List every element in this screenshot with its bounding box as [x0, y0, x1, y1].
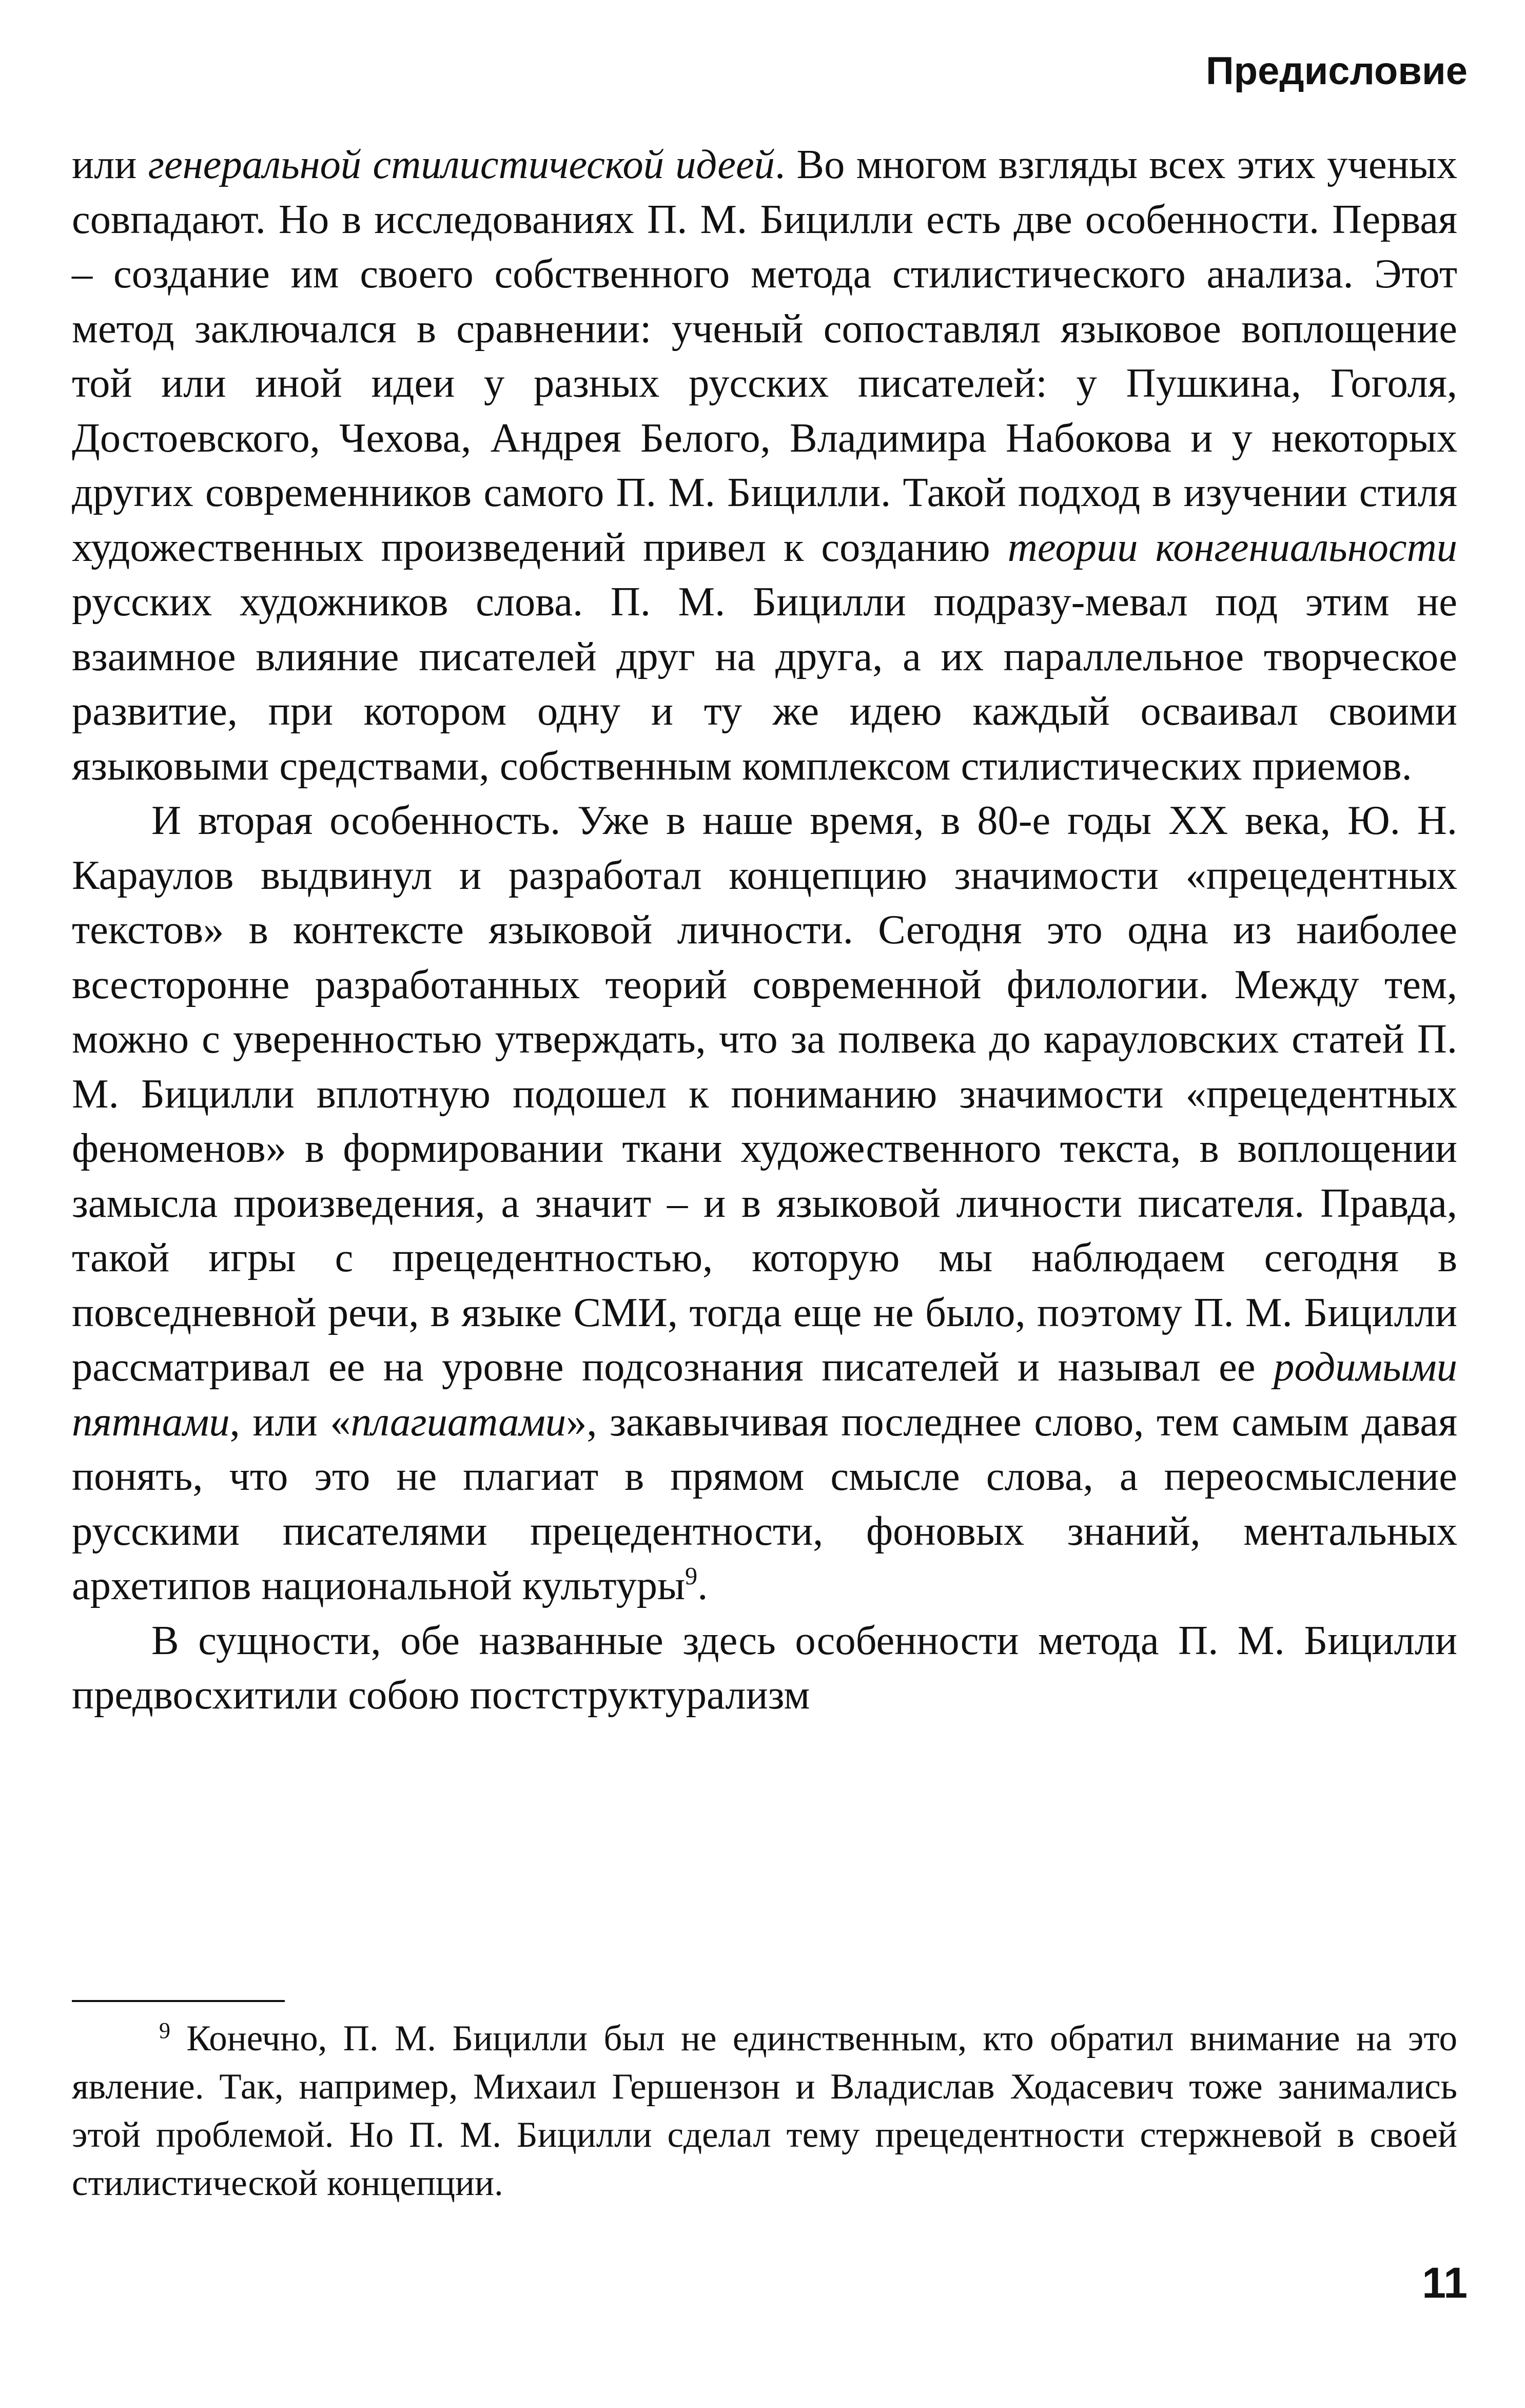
footnote-reference[interactable]: 9	[685, 1563, 698, 1590]
text-run: И вторая особенность. Уже в наше время, в 80-е годы XX века, Ю. Н. Караулов выдвинул и разработал концепцию значимости «прецедентных текстов» в контексте языковой личности. Сегодня это одна из наиболее всесторонне разработанных теорий современной филологии. Между тем, можно с уверенностью утверждать, что за полвека до карауловских статей П. М. Бицилли вплотную подошел к пониманию значимости «прецедентных феноменов» в формировании ткани художественного текста, в воплощении замысла произведения, а значит – и в языковой личности писателя. Правда, такой игры с прецедентностью, которую мы наблюдаем сегодня в повседневной речи, в языке СМИ, тогда еще не было, поэтому П. М. Бицилли рассматривал ее на уровне подсознания писателей и называл ее	[72, 798, 1457, 1390]
footnote-number: 9	[159, 2017, 171, 2043]
italic-term: плагиатами	[350, 1399, 566, 1445]
book-page	[72, 0, 1468, 2408]
text-run: или	[72, 142, 148, 187]
italic-term: генеральной стилистической идеей	[148, 142, 775, 187]
footnote-text: Конечно, П. М. Бицилли был не единственным, кто обратил внимание на это явление. Так, например, Михаил Гершензон и Владислав Ходасевич тоже занимались этой проблемой. Но П. М. Бицилли сделал тему прецедентности стержневой в своей стилистической концепции.	[72, 2018, 1457, 2203]
footnote	[72, 2014, 1457, 2207]
text-run: русских художников слова. П. М. Бицилли подразу-мевал под этим не взаимное влияние писателей друг на друга, а их параллельное творческое развитие, при котором одну и ту же идею каждый осваивал своими языковыми средствами, собственным комплексом стилистических приемов.	[72, 579, 1457, 789]
paragraph-3	[72, 1614, 1457, 1723]
paragraph-2	[72, 793, 1457, 1614]
text-run: В сущности, обе названные здесь особенности метода П. М. Бицилли предвосхитили собою постструктурализм	[72, 1617, 1457, 1718]
text-run: . Во многом взгляды всех этих ученых совпадают. Но в исследованиях П. М. Бицилли есть две особенности. Первая – создание им своего собственного метода стилистического анализа. Этот метод заключался в сравнении: ученый сопоставлял языковое воплощение той или иной идеи у разных русских писателей: у Пушкина, Гоголя, Достоевского, Чехова, Андрея Белого, Владимира Набокова и у некоторых других современников самого П. М. Бицилли. Такой подход в изучении стиля художественных произведений привел к созданию	[72, 142, 1457, 570]
main-text	[72, 138, 1457, 1723]
italic-term: родимыми пятнами	[72, 1344, 1457, 1445]
text-run: .	[697, 1563, 708, 1608]
paragraph-1	[72, 138, 1457, 793]
footnote-separator	[72, 2000, 285, 2002]
running-head: Предисловие	[1206, 49, 1468, 93]
italic-term: теории конгениальности	[1007, 524, 1457, 570]
text-run: », закавычивая последнее слово, тем самым давая понять, что это не плагиат в прямом смысле слова, а переосмысление русскими писателями прецедентности, фоновых знаний, ментальных архетипов национальной культуры	[72, 1399, 1457, 1608]
page-number: 11	[1422, 2259, 1468, 2307]
text-run: , или «	[229, 1399, 351, 1445]
